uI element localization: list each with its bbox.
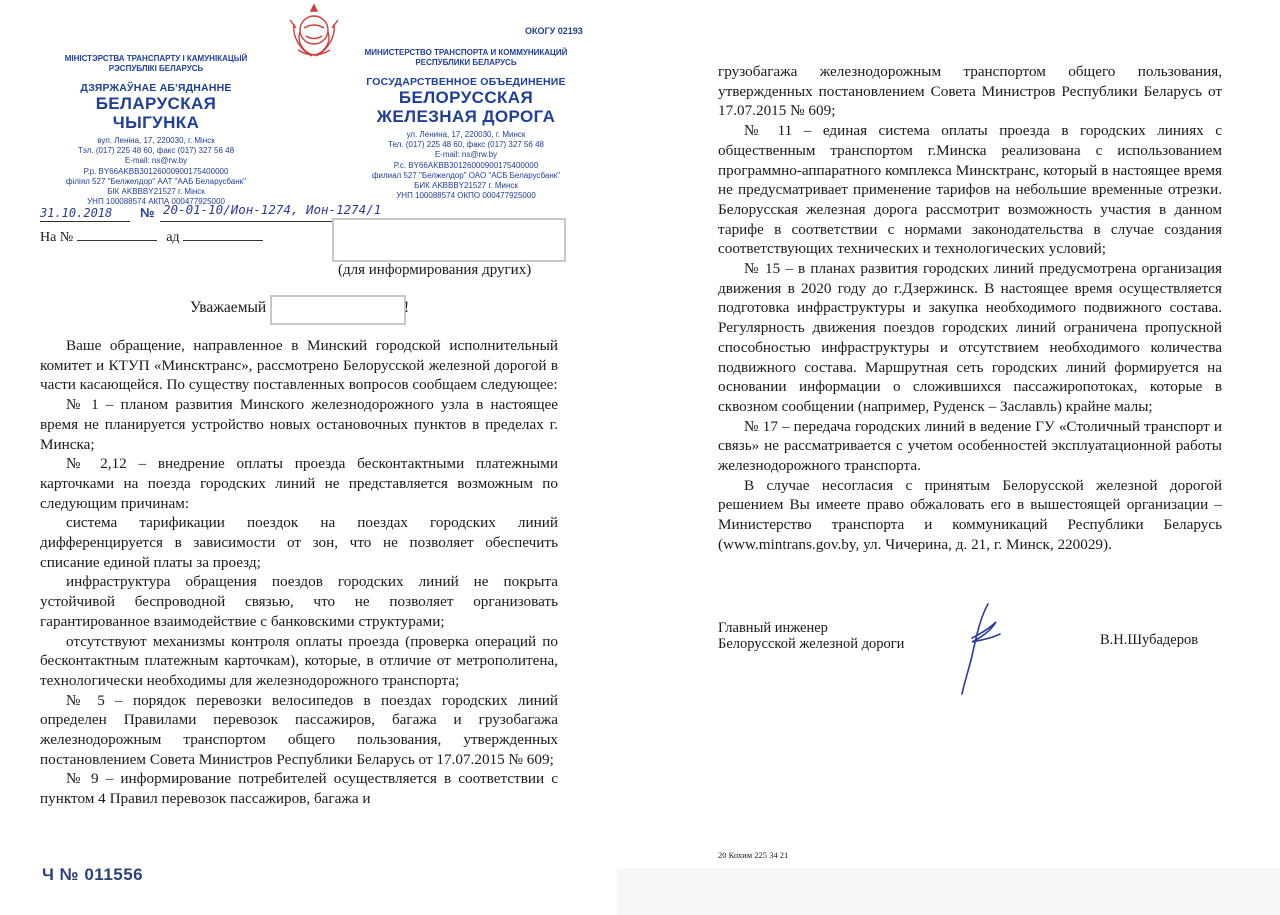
letter-body-right (718, 62, 1222, 555)
bank-name: филиал 527 "Белжелдор" ОАО "АСБ Беларусбанк" (371, 170, 561, 180)
paragraph: В случае несогласия с принятым Белорусской железной дорогой решением Вы имеете право обжаловать его в вышестоящей организации – Министерство транспорта и коммуникаций Республики Беларусь (www.mintrans.gov.by, ул. Чичерина, д. 21, г. Минск, 220029). (718, 476, 1222, 553)
registration-codes: УНП 100088574 ОКПО 000477925000 (396, 191, 536, 201)
from-label: ад (166, 230, 180, 245)
state-emblem-icon (284, 2, 344, 58)
registration-codes: УНП 100088574 АКПА 000477925000 (87, 197, 225, 207)
paragraph: система тарификации поездок на поездах городских линий дифференцируется в зависимости от зон, что не позволяет обеспечить списание единой платы за проезд; (40, 514, 558, 571)
paragraph: отсутствуют механизмы контроля оплаты проезда (проверка операций по бесконтактным платежным карточкам), которые, в отличие от метрополитена, технологически необходимы для железнодорожного транспорта; (40, 632, 558, 689)
outgoing-date: 31.10.2018 (40, 206, 113, 220)
ministry-line: МИНИСТЕРСТВО ТРАНСПОРТА И КОММУНИКАЦИЙ (364, 48, 568, 57)
redacted-recipient (332, 218, 566, 262)
footer-note: 20 Кохим 225 34 21 (718, 850, 789, 860)
ministry-line: МІНІСТЭРСТВА ТРАНСПАРТУ І КАМУНІКАЦЫЙ (64, 54, 248, 63)
paragraph: № 15 – в планах развития городских линий предусмотрена организация движения в 2020 году до г.Дзержинск. В настоящее время осуществляется подготовка инфраструктуры и закупка необходимого подвижного состава. Регулярность движения поездов городских линий ограничена пропускной способностью инфраструктуры и отсутствием необходимого количества подвижного состава. Маршрутная сеть городских линий формируется на основании информации о сложившихся пассажиропотоках, которые в сквозном сообщении (например, Руденск – Заславль) крайне малы; (718, 260, 1222, 415)
org-type: ГОСУДАРСТВЕННОЕ ОБЪЕДИНЕНИЕ (366, 76, 566, 88)
bank-name: філіял 527 "Белжелдор" ААТ "ААБ Беларусбанк" (66, 176, 246, 186)
recipient-note: (для информирования других) (338, 262, 532, 278)
org-type: ДЗЯРЖАЎНАЕ АБ'ЯДНАННЕ (80, 82, 232, 94)
reply-date-line (183, 228, 263, 241)
address: вул. Леніна, 17, 220030, г. Мінск (97, 136, 215, 145)
contact-details (356, 130, 576, 201)
bank-account: Р.с. BY66AKBB30126000900175400000 (393, 160, 539, 170)
letter-body-left (40, 336, 558, 809)
bank-account: Р.р. BY66AKBB30126000900175400000 (83, 166, 229, 176)
address: ул. Ленина, 17, 220030, г. Минск (406, 130, 526, 139)
contact-details (46, 136, 266, 207)
salutation (190, 299, 266, 317)
paragraph: инфраструктура обращения поездов городских линий не покрыта устойчивой беспроводной связью, что не позволяет организовать гарантированное взаимодействие с банковскими структурами; (40, 573, 558, 630)
paragraph: Ваше обращение, направленное в Минский городской исполнительный комитет и КТУП «Минсктранс», рассмотрено Белорусской железной дорогой в части касающейся. По существу поставленных вопросов сообщаем следующее: (40, 337, 558, 394)
scan-edge (617, 868, 1280, 915)
handwritten-signature (950, 598, 1010, 698)
date-underline (40, 221, 130, 222)
reply-to-label: На № (40, 230, 74, 245)
reply-number-line (77, 228, 157, 241)
redacted-name (270, 295, 406, 325)
salutation-prefix: Уважаемый (190, 299, 267, 316)
ministry-line: РЭСПУБЛІКІ БЕЛАРУСЬ (108, 64, 204, 73)
signatory-position: Главный инженер (718, 620, 828, 636)
org-name: ЖЕЛЕЗНАЯ ДОРОГА (376, 107, 556, 126)
org-name: БЕЛОРУССКАЯ (398, 88, 534, 107)
paragraph: № 1 – планом развития Минского железнодорожного узла в настоящее время не планируется устройство новых остановочных пунктов в пределах г. Минска; (40, 396, 558, 453)
paragraph: № 2,12 – внедрение оплаты проезда бесконтактными платежными карточками на поезда городских линий не представляется возможным по следующим причинам: (40, 455, 558, 512)
bank-bik: БИК AKBBBY21527 г. Минск (414, 181, 518, 191)
reply-reference (40, 228, 263, 246)
paragraph-continuation: грузобагажа железнодорожным транспортом общего пользования, утвержденных постановлением Совета Министров Республики Беларусь от 17.07.2015 № 609; (718, 63, 1222, 120)
number-label: № (140, 205, 155, 220)
salutation-suffix: ! (404, 299, 410, 316)
letterhead-russian (356, 48, 576, 201)
form-serial-number: Ч № 011556 (42, 865, 144, 884)
signatory-organization: Белорусской железной дороги (718, 636, 905, 652)
bank-bik: БІК AKBBBY21527 г. Мінск (107, 187, 205, 197)
paragraph: № 5 – порядок перевозки велосипедов в поездах городских линий определен Правилами перевозок пассажиров, багажа и грузобагажа железнодорожным транспортом общего пользования, утвержденных постановлением Совета Министров Республики Беларусь от 17.07.2015 № 609; (40, 691, 558, 768)
phone: Тел. (017) 225 48 60, факс (017) 327 56 48 (388, 140, 544, 150)
signatory-name: В.Н.Шубадеров (1100, 632, 1199, 648)
phone: Тэл. (017) 225 48 60, факс (017) 327 56 48 (77, 146, 235, 156)
org-name: ЧЫГУНКА (112, 113, 200, 132)
email: E-mail: ns@rw.by (124, 156, 188, 166)
ministry-line: РЕСПУБЛИКИ БЕЛАРУСЬ (415, 58, 517, 67)
outgoing-number: 20-01-10/Ион-1274, Ион-1274/1 (163, 202, 382, 217)
letter-page-1 (0, 0, 617, 915)
okogu-code: ОКОГУ 02193 (525, 26, 583, 36)
email: E-mail: ns@rw.by (434, 150, 498, 160)
signatory-title (718, 620, 904, 652)
paragraph: № 9 – информирование потребителей осуществляется в соответствии с пунктом 4 Правил перевозок пассажиров, багажа и (40, 770, 558, 808)
paragraph: № 11 – единая система оплаты проезда в городских линиях с общественным транспортом г.Минска реализована с использованием программно-аппаратного комплекса Минсктранс, который в настоящее время не предусматривает применение тарифов на небольшие временные отрезки. Белорусская железная дорога рассмотрит возможность участия в данном тарифе в соответствии с нормами законодательства в случае создания соответствующих технических и технологических условий; (718, 122, 1222, 258)
letterhead-belarusian (46, 54, 266, 207)
paragraph: № 17 – передача городских линий в ведение ГУ «Столичный транспорт и связь» не рассматривается с учетом особенностей эксплуатационной работы железнодорожного транспорта. (718, 417, 1222, 475)
org-name: БЕЛАРУСКАЯ (95, 94, 217, 113)
